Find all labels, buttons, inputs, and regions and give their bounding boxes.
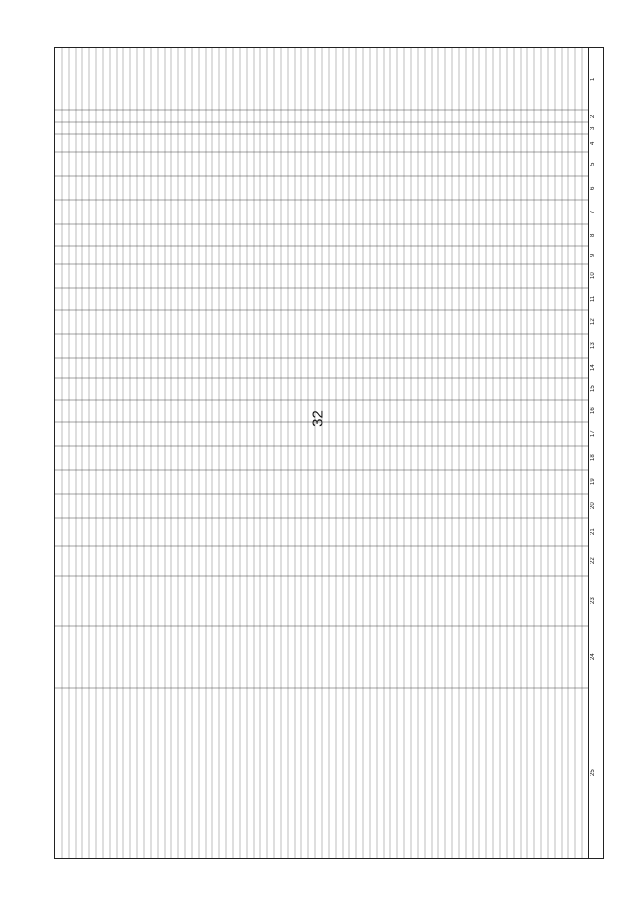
column-number: 23 (590, 597, 596, 605)
column-number: 22 (590, 557, 596, 565)
column-number-header (588, 48, 603, 858)
column-number: 10 (590, 272, 596, 280)
data-table (54, 47, 604, 859)
column-number: 14 (590, 364, 596, 372)
column-number: 7 (590, 210, 596, 214)
column-number: 24 (590, 653, 596, 661)
column-number: 8 (590, 233, 596, 237)
page-number: 32 (309, 410, 327, 427)
column-number: 5 (590, 162, 596, 166)
table-grid (55, 48, 603, 858)
column-number: 2 (590, 114, 596, 118)
column-number: 4 (590, 141, 596, 145)
column-number: 13 (590, 342, 596, 350)
column-number: 25 (590, 769, 596, 777)
column-number: 15 (590, 385, 596, 393)
column-number: 11 (590, 295, 596, 303)
column-number: 17 (590, 430, 596, 438)
column-number: 18 (590, 454, 596, 462)
column-number: 1 (590, 77, 596, 81)
column-number: 21 (590, 528, 596, 536)
column-number: 6 (590, 186, 596, 190)
column-number: 16 (590, 407, 596, 415)
column-number: 12 (590, 318, 596, 326)
column-number: 20 (590, 502, 596, 510)
column-number: 9 (590, 253, 596, 257)
column-number: 19 (590, 478, 596, 486)
column-number: 3 (590, 126, 596, 130)
